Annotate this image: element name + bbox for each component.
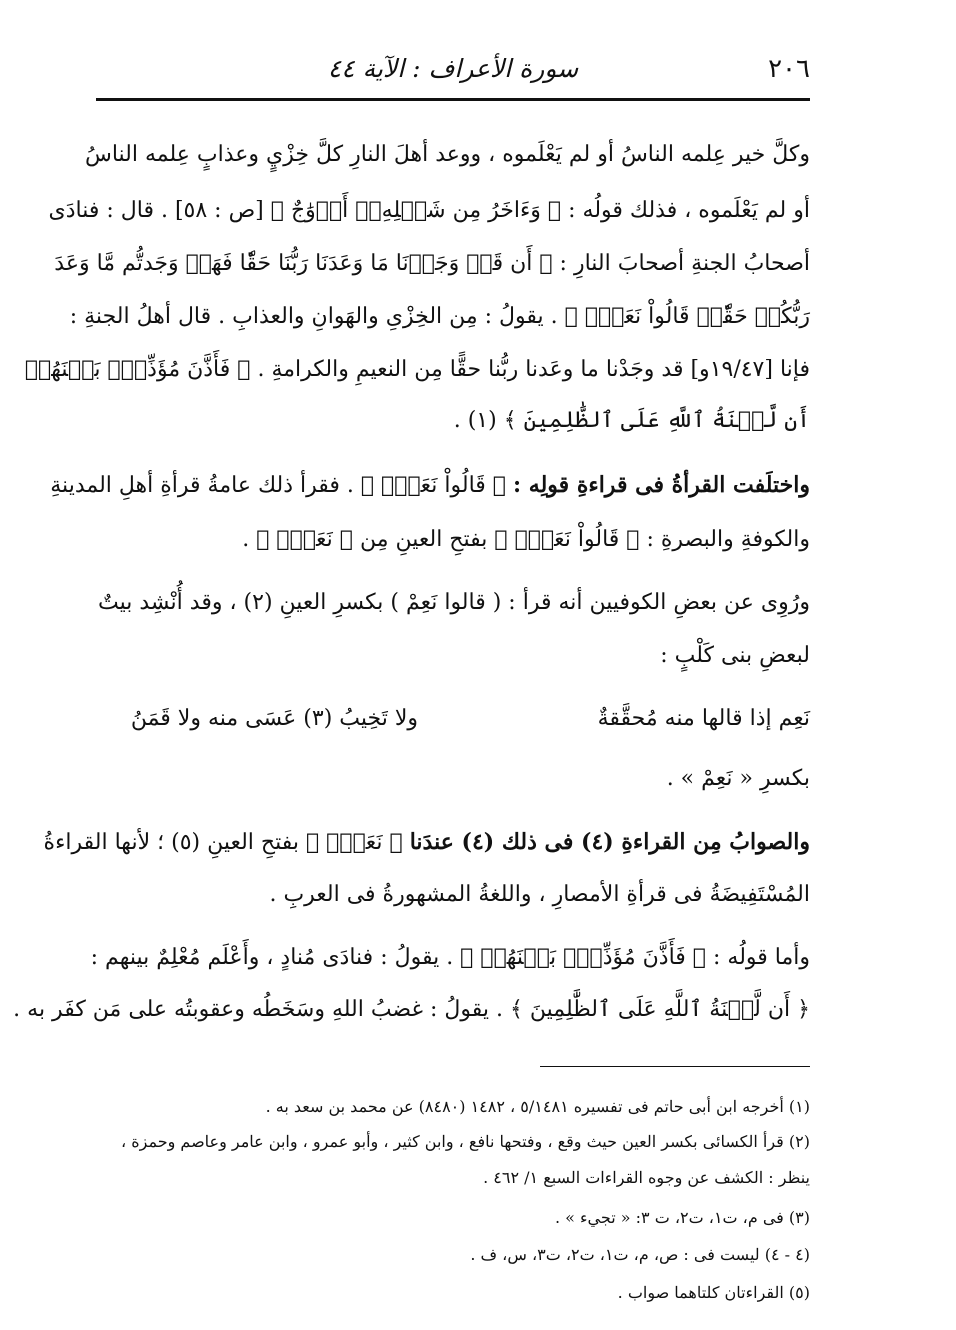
page-header <box>96 44 810 101</box>
line-rest: ﴿ قَالُواْ نَعَمۡۚ ﴾ . فقرأ ذلك عامةُ قرأةِ أهلِ المدينةِ <box>50 473 513 498</box>
footnote: (٥) القراءتان كلتاهما صواب . <box>617 1283 810 1302</box>
footnote: ينظر : الكشف عن وجوه القراءات السبع ١/ ٤٦٢ . <box>483 1168 810 1187</box>
verse-hemistich-first: نَعِم إذا قالها منه مُحقَّقةٌ <box>597 706 810 731</box>
paragraph-line: والكوفةِ والبصرةِ : ﴿ قَالُواْ نَعَمۡۚ ﴾ بفتحِ العينِ مِن ﴿ نَعَمۡۚ ﴾ . <box>242 527 810 552</box>
line-rest: ﴿ نَعَمۡۚ ﴾ بفتحِ العينِ (٥) ؛ لأنها القراءةُ <box>43 830 410 855</box>
paragraph-line: أصحابُ الجنةِ أصحابَ النارِ : ﴿ أَن قَدۡ وَجَدۡنَا مَا وَعَدَنَا رَبُّنَا حَقّٗا فَهَلۡ وَجَدتُّم مَّا وَعَدَ <box>54 251 810 276</box>
paragraph-line: فإنا [١٩/٤٧و] قد وجَدْنا ما وعَدنا ربُّنا حقًّا مِن النعيمِ والكرامةِ . ﴿ فَأَذَّنَ مُؤَذِّنُۢ بَيۡنَهُمۡ <box>24 357 810 382</box>
footnote: (٤ - ٤) ليست فى : ص، م، ت١، ت٢، ت٣، س، ف . <box>470 1245 810 1264</box>
paragraph-line: وأما قولُه : ﴿ فَأَذَّنَ مُؤَذِّنُۢ بَيۡنَهُمۡ ﴾ . يقولُ : فنادَى مُنادٍ ، وأَعْلَم مُعْلِمٌ بينهم : <box>90 945 810 970</box>
paragraph-line: لبعضِ بنى كَلْبٍ : <box>660 643 810 668</box>
footnote-separator <box>540 1066 810 1067</box>
verse-hemistich-second: ولا تَخِيبُ (٣) عَسَى منه ولا قَمَنُ <box>130 706 418 731</box>
paragraph-line: أو لم يَعْلَموه ، فذلك قولُه : ﴿ وَءَاخَرُ مِن شَكۡلِهِۦٓ أَزۡوَٰجٌ ﴾ [ص : ٥٨] . قال : فنادَى <box>48 198 810 223</box>
bold-lead: واختلَفت القرأةُ فى قراءةِ قولِه : <box>513 472 810 498</box>
paragraph-line <box>50 467 810 507</box>
paragraph-line: ﴿ أَن لَّعۡنَةُ ٱللَّهِ عَلَى ٱلظَّٰلِمِينَ ﴾ . يقولُ : غضبُ اللهِ وسَخَطُه وعقوبتُه على مَن كفَر به . <box>13 997 810 1022</box>
paragraph-line: وكلَّ خير عِلمه الناسُ أو لم يَعْلَموه ، ووعد أهلَ النارِ كلَّ خِزْيٍ وعذابٍ عِلمه الناسُ <box>84 142 810 167</box>
bold-lead: والصوابُ مِن القراءةِ (٤) فى ذلك (٤) عندَنا <box>409 829 810 855</box>
footnote: (١) أخرجه ابن أبى حاتم فى تفسيره ٥/١٤٨١ ، ١٤٨٢ (٨٤٨٠) عن محمد بن سعد به . <box>265 1097 810 1116</box>
page-title: سورة الأعراف : الآية ٤٤ <box>327 54 579 83</box>
paragraph-line <box>43 824 810 864</box>
paragraph-line: أَن لَّعۡنَةُ ٱللَّهِ عَلَى ٱلظَّٰلِمِينَ ﴾ (١) . <box>453 408 810 433</box>
footnote: (٣) فى م، ت١، ت٢، ت ٣: « تجيء » . <box>554 1208 810 1227</box>
paragraph-line: بكسرِ « نَعِمْ » . <box>666 766 810 791</box>
paragraph-line: ورُوِى عن بعضِ الكوفيين أنه قرأ : ( قالوا نَعِمْ ) بكسرِ العينِ (٢) ، وقد أُنْشِد بيتٌ <box>98 590 810 615</box>
paragraph-line: المُسْتَفِيضَةُ فى قرأةِ الأمصارِ ، واللغةُ المشهورةُ فى العربِ . <box>269 882 810 907</box>
footnote: (٢) قرأ الكسائى بكسر العين حيث وقع ، وفتحها نافع ، وابن كثير ، وأبو عمرو ، وابن عامر وعاصم وحمزة ، <box>121 1132 810 1151</box>
page-number: ٢٠٦ <box>768 54 810 84</box>
paragraph-line: رَبُّكُمۡ حَقّٗاۖ قَالُواْ نَعَمۡۚ ﴾ . يقولُ : مِن الخِزْىِ والهَوانِ والعذابِ . قال أهلُ الجنةِ : <box>69 304 810 329</box>
